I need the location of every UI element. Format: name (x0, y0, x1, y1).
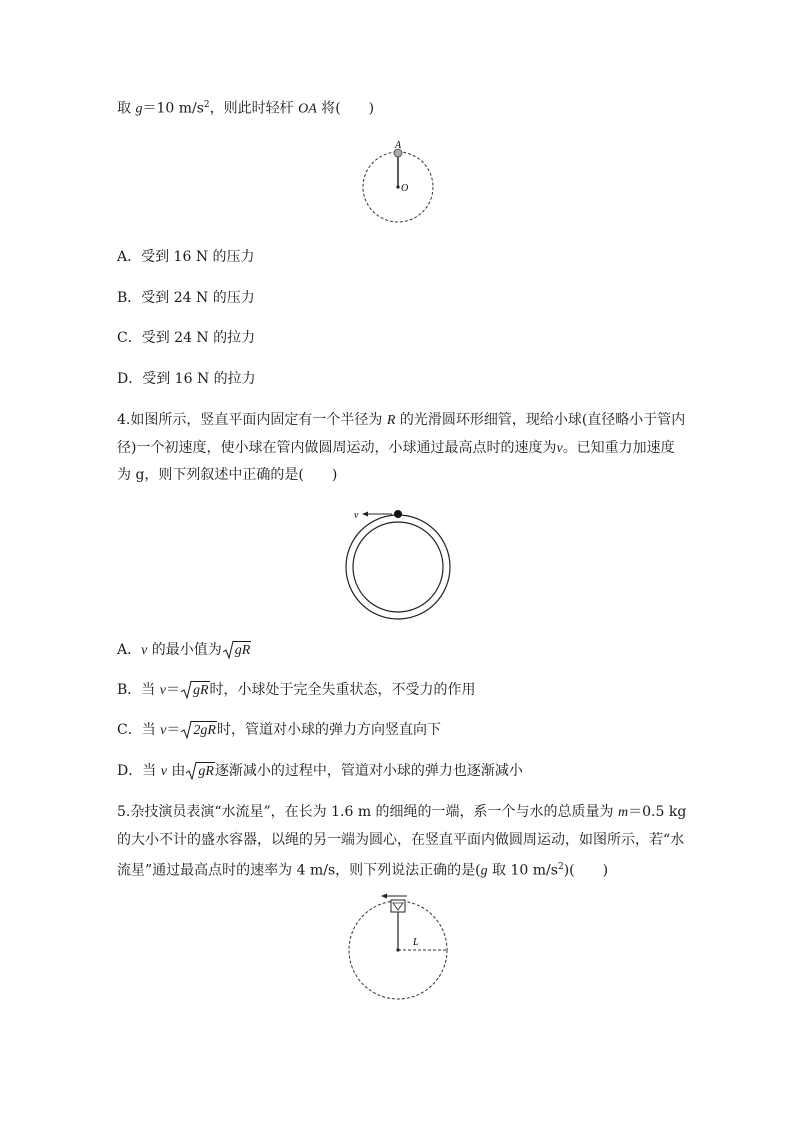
text: ＝0.5 kg (628, 804, 687, 820)
superscript: 2 (203, 100, 210, 110)
radicand: gR (192, 683, 209, 698)
sqrt-expression (181, 680, 210, 700)
ball (394, 510, 402, 518)
q3-option-c: C．受到 24 N 的拉力 (117, 330, 256, 346)
radical-sign-icon (181, 681, 192, 699)
q3-option-b: B．受到 24 N 的压力 (117, 290, 255, 306)
var-v: v (556, 441, 563, 456)
var-m: m (618, 805, 629, 820)
inner-ring (353, 522, 443, 612)
text: 取 10 m/s (487, 862, 558, 879)
text: B．当 (117, 682, 160, 698)
text: ＝ (165, 682, 180, 698)
text: 的光滑圆环形细管，现给小球(直径略小于管内 (395, 412, 686, 428)
text: ，则此时轻杆 (209, 100, 299, 117)
q4-option-c (117, 720, 441, 741)
q4-stem-line1 (117, 410, 685, 431)
var-v: v (159, 683, 166, 698)
pivot-o (396, 185, 399, 188)
sqrt-expression (223, 640, 252, 660)
q5-stem-line2: 的大小不计的盛水容器，以绳的另一端为圆心，在竖直平面内做圆周运动，如图所示，若“水 (117, 832, 685, 848)
sqrt-expression (181, 720, 217, 740)
text: 逐渐减小的过程中，管道对小球的弹力也逐渐减小 (214, 763, 523, 779)
center-point (396, 948, 399, 951)
label-l: L (413, 937, 419, 948)
q5-stem-line3 (117, 857, 608, 882)
q3-option-d: D．受到 16 N 的拉力 (117, 371, 256, 387)
q4-option-b (117, 680, 476, 701)
radical-sign-icon (186, 762, 197, 780)
text: 流星”通过最高点时的速率为 4 m/s，则下列说法正确的是( (117, 862, 481, 879)
sqrt-expression (186, 761, 215, 781)
var-g: g (135, 101, 143, 117)
outer-ring (346, 515, 450, 619)
arrow-head-icon (362, 512, 368, 517)
q4-option-a (117, 640, 251, 661)
text: 将( ) (316, 100, 375, 117)
figure-rod-circle (355, 140, 445, 230)
var-v: v (160, 723, 167, 738)
text: C．当 (117, 722, 161, 738)
var-g: g (480, 863, 488, 879)
text: 。已知重力加速度 (562, 440, 675, 456)
text: 5.杂技演员表演“水流星”，在长为 1.6 m 的细绳的一端，系一个与水的总质量为 (117, 804, 619, 820)
label-a: A (395, 140, 402, 151)
q4-option-d (117, 761, 523, 782)
label-o: O (401, 183, 409, 194)
q3-stem-line (117, 95, 374, 120)
text: 取 (117, 100, 136, 117)
radical-sign-icon (181, 721, 192, 739)
radicand: 2gR (193, 723, 216, 738)
var-v: v (141, 643, 148, 658)
arrow-head-icon (381, 894, 387, 899)
text: 时，小球处于完全失重状态，不受力的作用 (209, 682, 476, 698)
text: ＝ (166, 722, 181, 738)
text: A． (117, 642, 142, 658)
text: ＝10 m/s (142, 100, 204, 117)
text: 的最小值为 (147, 642, 222, 658)
superscript: 2 (557, 862, 564, 872)
q5-stem-line1 (117, 802, 686, 823)
q4-stem-line3: 为 g，则下列叙述中正确的是( ) (117, 467, 338, 483)
radicand: gR (234, 643, 251, 658)
q3-option-a: A．受到 16 N 的压力 (117, 249, 255, 265)
text: 由 (166, 763, 186, 779)
text: 径)一个初速度，使小球在管内做圆周运动，小球通过最高点时的速度为 (117, 440, 557, 456)
q4-stem-line2 (117, 438, 675, 459)
label-v: v (354, 510, 359, 521)
text: D．当 (117, 763, 161, 779)
text: )( ) (563, 862, 609, 879)
radical-sign-icon (223, 641, 234, 659)
var-oa: OA (298, 101, 317, 117)
radicand: gR (198, 764, 214, 779)
figure-water-meteor (340, 890, 460, 1010)
var-v: v (160, 764, 167, 779)
var-r: R (386, 413, 396, 428)
text: 4.如图所示，竖直平面内固定有一个半径为 (117, 412, 387, 428)
text: 时，管道对小球的弹力方向竖直向下 (216, 722, 441, 738)
figure-ring-tube (340, 502, 460, 622)
